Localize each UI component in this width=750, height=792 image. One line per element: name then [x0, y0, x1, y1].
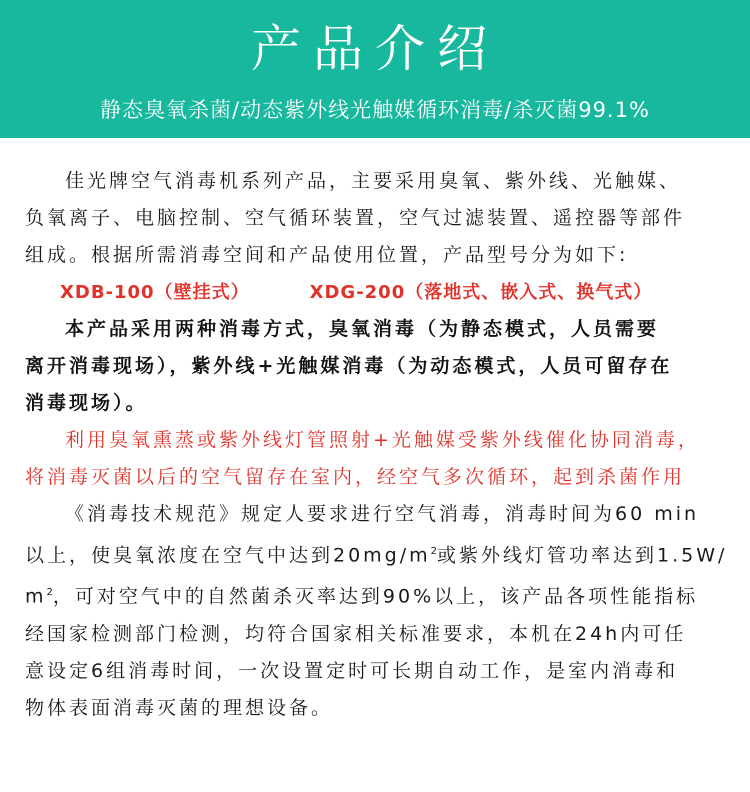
principle-line-1: 利用臭氧熏蒸或紫外线灯管照射+光触媒受紫外线催化协同消毒，	[65, 429, 700, 451]
intro-line-3: 组成。根据所需消毒空间和产品使用位置，产品型号分为如下:	[25, 244, 629, 266]
standard-line-3-unit: m	[25, 585, 47, 608]
model-xdb-100: XDB-100（壁挂式）	[60, 282, 250, 303]
superscript-2: 2	[46, 587, 53, 599]
principle-paragraph	[25, 422, 725, 496]
product-description	[25, 163, 728, 727]
model-list	[25, 274, 725, 311]
intro-line-1: 佳光牌空气消毒机系列产品，主要采用臭氧、紫外线、光触媒、	[65, 170, 682, 192]
standard-line-4: 经国家检测部门检测，均符合国家相关标准要求，本机在24h内可任	[25, 622, 687, 645]
standard-paragraph	[25, 496, 728, 727]
methods-paragraph	[25, 311, 725, 422]
superscript-2: 2	[430, 546, 438, 557]
standard-line-3-rest: ，可对空气中的自然菌杀灭率达到90%以上，该产品各项性能指标	[52, 585, 699, 608]
principle-line-2: 将消毒灭菌以后的空气留存在室内，经空气多次循环，起到杀菌作用	[25, 466, 686, 488]
page-title: 产品介绍	[251, 20, 499, 78]
standard-line-3	[25, 574, 725, 615]
page-subtitle: 静态臭氧杀菌/动态紫外线光触媒循环消毒/杀灭菌99.1%	[100, 98, 650, 122]
standard-line-1: 《消毒技术规范》规定人要求进行空气消毒，消毒时间为60 min	[65, 503, 700, 525]
header-banner	[0, 0, 750, 138]
standard-line-2-text: 以上，使臭氧浓度在空气中达到20mg/m	[25, 544, 431, 567]
standard-line-2	[25, 533, 728, 574]
standard-line-6: 物体表面消毒灭菌的理想设备。	[25, 696, 334, 719]
methods-line-2: 离开消毒现场），紫外线+光触媒消毒（为动态模式，人员可留存在	[25, 355, 673, 377]
standard-line-2-rest: 或紫外线灯管功率达到1.5W/	[437, 544, 728, 567]
intro-paragraph	[25, 163, 725, 274]
standard-line-5: 意设定6组消毒时间，一次设置定时可长期自动工作，是室内消毒和	[25, 659, 679, 682]
model-xdg-200: XDG-200（落地式、嵌入式、换气式）	[309, 282, 653, 303]
methods-line-3: 消毒现场）。	[25, 392, 148, 414]
intro-line-2: 负氧离子、电脑控制、空气循环装置，空气过滤装置、遥控器等部件	[25, 207, 686, 229]
methods-line-1: 本产品采用两种消毒方式，臭氧消毒（为静态模式，人员需要	[65, 318, 660, 340]
